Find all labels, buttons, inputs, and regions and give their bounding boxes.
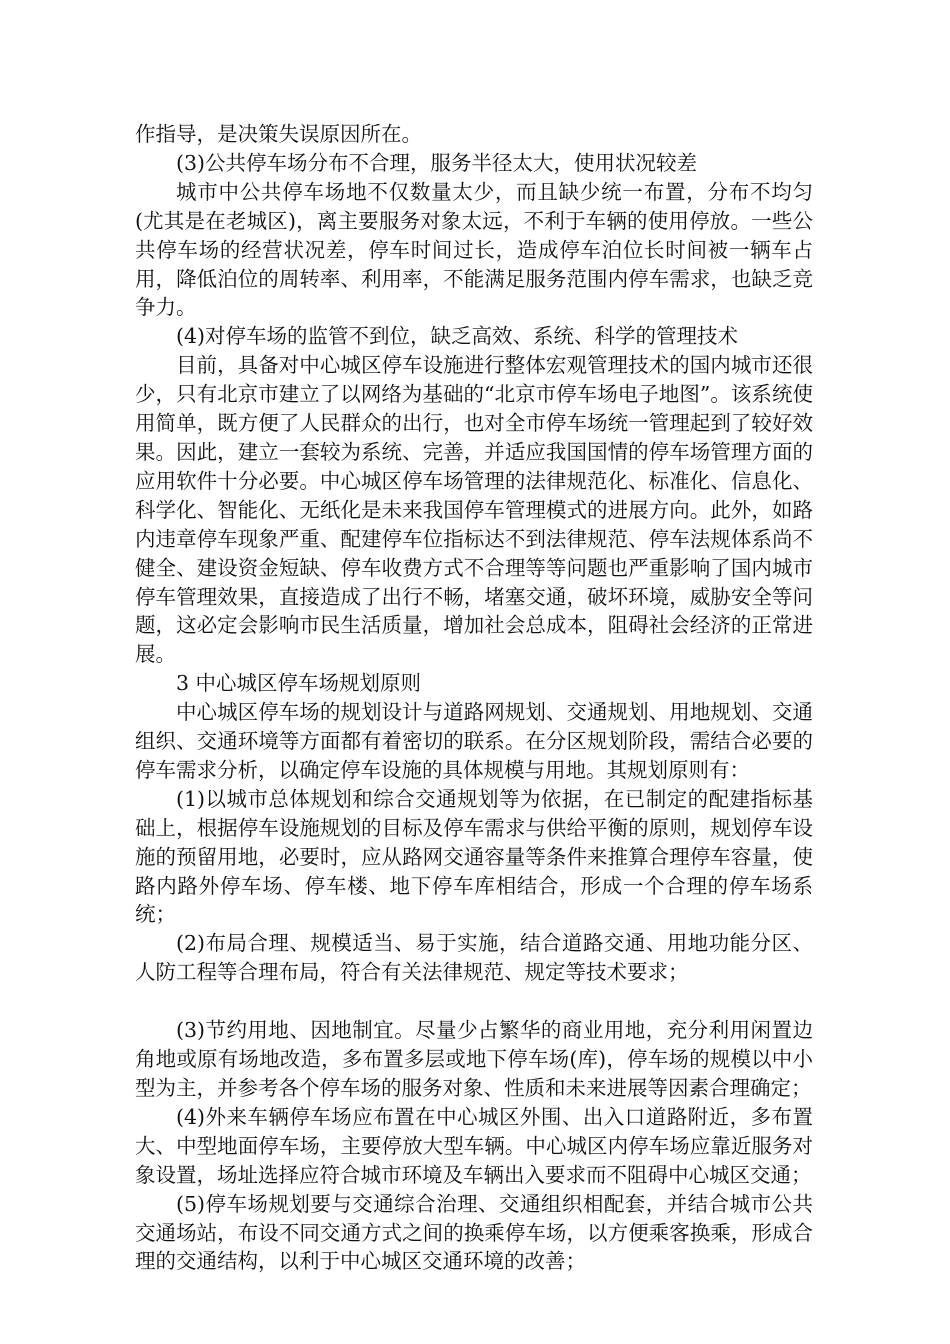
- paragraph: 中心城区停车场的规划设计与道路网规划、交通规划、用地规划、交通组织、交通环境等方面都有着密切的联系。在分区规划阶段，需结合必要的停车需求分析，以确定停车设施的具体规模与用地。其规划原则有：: [135, 700, 813, 782]
- list-item: (3)节约用地、因地制宜。尽量少占繁华的商业用地，充分利用闲置边角地或原有场地改造，多布置多层或地下停车场(库)，停车场的规模以中小型为主，并参考各个停车场的服务对象、性质和未来进展等因素合理确定；: [135, 1018, 813, 1100]
- list-item: (5)停车场规划要与交通综合治理、交通组织相配套，并结合城市公共交通场站，布设不同交通方式之间的换乘停车场，以方便乘客换乘，形成合理的交通结构，以利于中心城区交通环境的改善；: [135, 1191, 813, 1274]
- paragraph: 城市中公共停车场地不仅数量太少，而且缺少统一布置，分布不均匀(尤其是在老城区)，离主要服务对象太远，不利于车辆的使用停放。一些公共停车场的经营状况差，停车时间过长，造成停车泊位长时间被一辆车占用，降低泊位的周转率、利用率，不能满足服务范围内停车需求，也缺乏竞争力。: [135, 179, 813, 320]
- list-item: (4)外来车辆停车场应布置在中心城区外围、出入口道路附近，多布置大、中型地面停车场，主要停放大型车辆。中心城区内停车场应靠近服务对象设置，场址选择应符合城市环境及车辆出入要求而不阻碍中心城区交通；: [135, 1104, 813, 1187]
- section-heading: (4)对停车场的监管不到位，缺乏高效、系统、科学的管理技术: [176, 324, 739, 349]
- section-heading: (3)公共停车场分布不合理，服务半径太大，使用状况较差: [176, 150, 698, 175]
- blank-line: [135, 987, 813, 1016]
- section-heading: 3 中心城区停车场规划原则: [176, 671, 422, 696]
- paragraph: 目前，具备对中心城区停车设施进行整体宏观管理技术的国内城市还很少，只有北京市建立了以网络为基础的“北京市停车场电子地图”。该系统使用简单，既方便了人民群众的出行，也对全市停车场统一管理起到了较好效果。因此，建立一套较为系统、完善，并适应我国国情的停车场管理方面的应用软件十分必要。中心城区停车场管理的法律规范化、标准化、信息化、科学化、智能化、无纸化是未来我国停车管理模式的进展方向。此外，如路内违章停车现象严重、配建停车位指标达不到法律规范、停车法规体系尚不健全、建设资金短缺、停车收费方式不合理等等问题也严重影响了国内城市停车管理效果，直接造成了出行不畅，堵塞交通，破坏环境，威胁安全等问题，这必定会影响市民生活质量，增加社会总成本，阻碍社会经济的正常进展。: [135, 353, 813, 667]
- list-item: (1)以城市总体规划和综合交通规划等为依据，在已制定的配建指标基础上，根据停车设施规划的目标及停车需求与供给平衡的原则，规划停车设施的预留用地，必要时，应从路网交通容量等条件来推算合理停车容量，使路内路外停车场、停车楼、地下停车库相结合，形成一个合理的停车场系统；: [135, 786, 813, 927]
- list-item: (2)布局合理、规模适当、易于实施，结合道路交通、用地功能分区、人防工程等合理布局，符合有关法律规范、规定等技术要求；: [135, 931, 813, 985]
- document-page: [135, 120, 813, 1276]
- paragraph: 作指导，是决策失误原因所在。: [135, 122, 422, 146]
